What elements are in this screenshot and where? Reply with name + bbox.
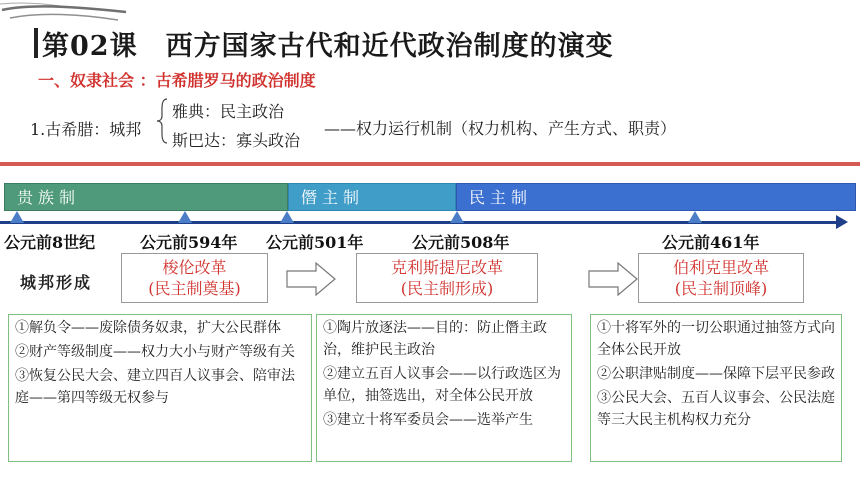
cleisthenes-details xyxy=(316,314,572,462)
date-label: 公元前501年 xyxy=(266,233,364,252)
page-title: 第02课 西方国家古代和近代政治制度的演变 xyxy=(42,31,614,62)
timeline-axis xyxy=(0,221,840,224)
reform-name: 克利斯提尼改革 xyxy=(390,258,503,277)
date-label: 公元前461年 xyxy=(662,233,760,252)
detail-item: ③公民大会、五百人议事会、公民法庭等三大民主机构权力充分 xyxy=(597,390,835,428)
divider xyxy=(0,162,860,166)
athens-label: 雅典：民主政治 xyxy=(172,102,285,121)
arrow-right-icon xyxy=(286,262,336,296)
reform-note: (民主制顶峰) xyxy=(674,279,768,298)
axis-arrow-icon xyxy=(836,215,848,229)
greece-label: 1.古希腊：城邦 xyxy=(30,120,142,139)
brace-icon xyxy=(156,98,168,144)
reform-name: 梭伦改革 xyxy=(162,258,227,277)
reform-note: (民主制奠基) xyxy=(148,279,241,298)
period-aristocracy: 贵族制 xyxy=(4,183,288,211)
detail-item: ①陶片放逐法——目的：防止僭主政治，维护民主政治 xyxy=(323,320,547,358)
detail-item: ①解负令——废除债务奴隶，扩大公民群体 xyxy=(15,320,281,336)
timeline-marker xyxy=(450,211,464,223)
timeline-marker xyxy=(178,211,192,223)
detail-item: ②财产等级制度——权力大小与财产等级有关 xyxy=(15,344,295,360)
pericles-details xyxy=(590,314,842,462)
timeline-marker xyxy=(10,211,24,223)
date-label: 公元前8世纪 xyxy=(4,233,96,252)
detail-item: ①十将军外的一切公职通过抽签方式向全体公民开放 xyxy=(597,320,835,358)
city-state-label: 城邦形成 xyxy=(20,273,93,292)
detail-item: ③恢复公民大会、建立四百人议事会、陪审法庭——第四等级无权参与 xyxy=(15,368,295,406)
arrow-right-icon xyxy=(588,262,638,296)
title-accent-bar xyxy=(34,28,38,58)
period-democracy: 民主制 xyxy=(456,183,856,211)
date-label: 公元前508年 xyxy=(412,233,510,252)
timeline-marker xyxy=(688,211,702,223)
date-label: 公元前594年 xyxy=(140,233,238,252)
detail-item: ②建立五百人议事会——以行政选区为单位，抽签选出，对全体公民开放 xyxy=(323,366,561,404)
reform-cleisthenes xyxy=(356,253,538,303)
reform-solon xyxy=(121,253,268,303)
period-tyranny: 僭主制 xyxy=(288,183,456,211)
reform-note: (民主制形成) xyxy=(400,279,494,298)
mechanism-label: ——权力运行机制（权力机构、产生方式、职责） xyxy=(324,119,677,138)
detail-item: ②公职津贴制度——保障下层平民参政 xyxy=(597,366,835,382)
sparta-label: 斯巴达：寡头政治 xyxy=(172,131,301,150)
timeline-marker xyxy=(280,211,294,223)
detail-item: ③建立十将军委员会——选举产生 xyxy=(323,412,533,428)
reform-pericles xyxy=(638,253,804,303)
section-heading: 一、奴隶社会 ：古希腊罗马的政治制度 xyxy=(38,71,316,90)
reform-name: 伯利克里改革 xyxy=(672,258,769,277)
solon-details xyxy=(8,314,312,462)
